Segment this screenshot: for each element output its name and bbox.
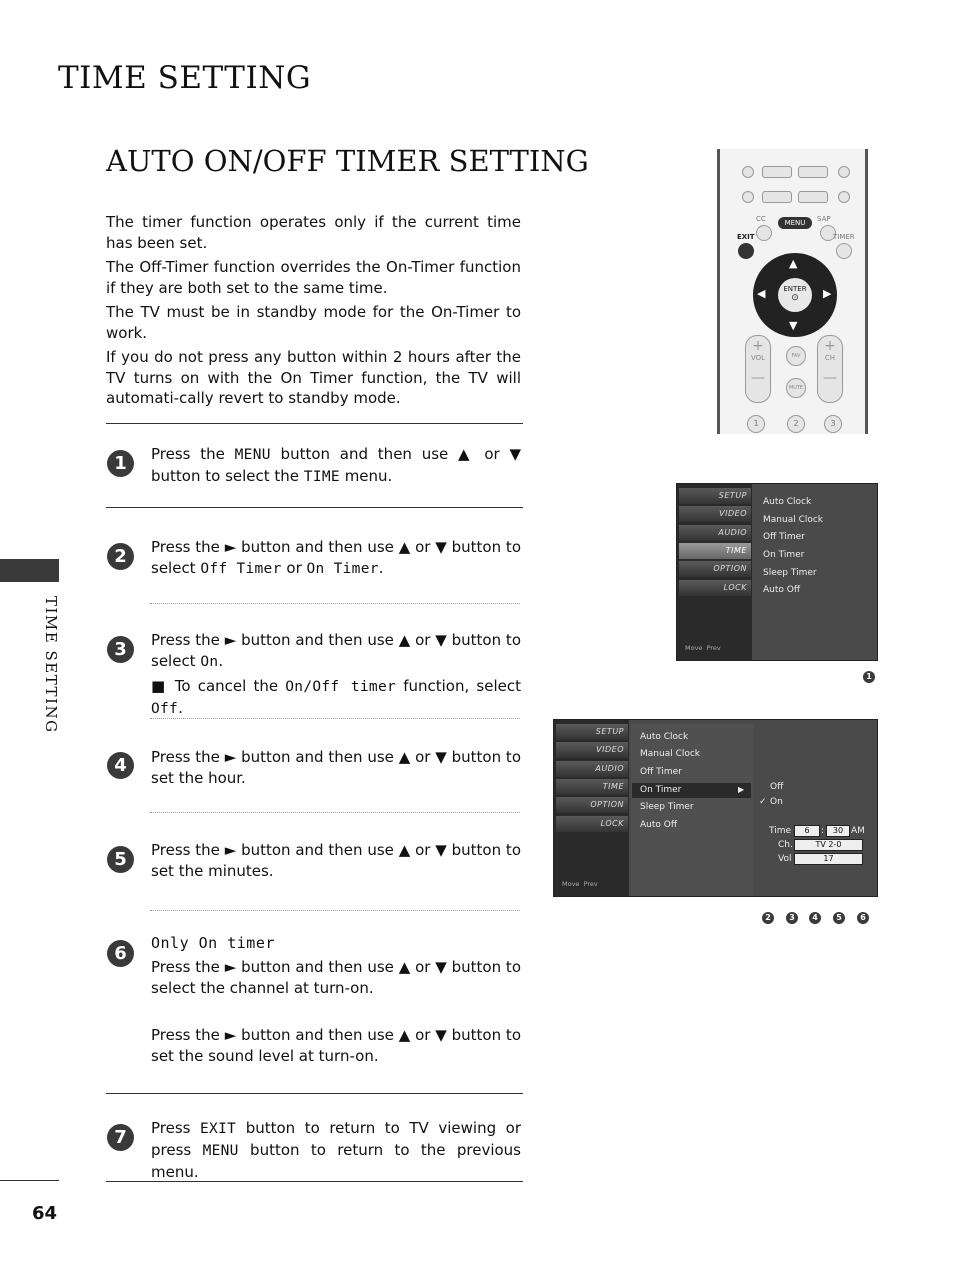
- step-1-text: [151, 444, 521, 488]
- left-arrow-icon: ◀: [757, 287, 766, 300]
- osd-tab-option: OPTION: [556, 797, 628, 813]
- step-number: 6: [107, 940, 134, 967]
- osd-tab-video: VIDEO: [679, 506, 751, 522]
- osd-item-off-timer: Off Timer: [763, 532, 805, 542]
- text: button to return to TV viewing or press: [151, 1119, 521, 1159]
- prev-hint: Prev: [706, 644, 721, 652]
- intro-paragraph: The timer function operates only if the current time has been set.: [106, 213, 521, 252]
- key-onoff-timer: On/Off timer: [285, 679, 397, 695]
- ampm-label: AM: [851, 826, 865, 836]
- mute-button: [786, 378, 806, 398]
- number-3-button: 3: [824, 415, 842, 433]
- osd-option-on: On: [770, 797, 783, 807]
- fast-forward-button: [798, 191, 828, 203]
- fav-label: FAV: [791, 353, 801, 359]
- step-2-text: [151, 537, 521, 580]
- osd-tab-lock: LOCK: [679, 580, 751, 596]
- osd-item-on-timer: On Timer: [640, 785, 682, 795]
- osd-item-sleep-timer: Sleep Timer: [763, 568, 817, 578]
- play-button: [762, 166, 792, 178]
- pause-button: [798, 166, 828, 178]
- text: .: [218, 652, 224, 670]
- fav-button: [786, 346, 806, 366]
- hour-field: 6: [794, 825, 820, 837]
- key-menu: MENU: [234, 447, 271, 463]
- number-1-button: 1: [747, 415, 765, 433]
- osd-tab-audio: AUDIO: [679, 525, 751, 541]
- menu-button: MENU: [778, 217, 812, 229]
- osd-option-off: Off: [770, 782, 784, 792]
- time-colon: :: [821, 826, 825, 836]
- sap-label: SAP: [817, 215, 831, 223]
- key-exit: EXIT: [200, 1121, 237, 1137]
- step-marker: 1: [863, 671, 875, 683]
- osd-hint: [685, 644, 721, 652]
- text: button to return to the previous menu.: [151, 1141, 521, 1181]
- channel-field: TV 2-0: [794, 839, 863, 851]
- record-button: [838, 166, 850, 178]
- step-number: 2: [107, 543, 134, 570]
- note-text: .: [178, 699, 183, 717]
- dotted-divider: [150, 603, 520, 604]
- section-title: AUTO ON/OFF TIMER SETTING: [106, 144, 589, 178]
- step-7-text: [151, 1118, 521, 1183]
- key-off-timer: Off Timer: [200, 561, 282, 577]
- osd-tab-setup: SETUP: [679, 488, 751, 504]
- osd-hint: [562, 880, 598, 888]
- vol-label: Vol: [778, 854, 792, 864]
- step-marker: 2: [762, 912, 774, 924]
- exit-button: [738, 243, 754, 259]
- page-title: TIME SETTING: [58, 60, 312, 96]
- step-number: 1: [107, 450, 134, 477]
- key-time: TIME: [303, 469, 340, 485]
- step-3-text: [151, 630, 521, 720]
- step-marker: 5: [833, 912, 845, 924]
- osd-tab-lock: LOCK: [556, 816, 628, 832]
- time-label: Time: [769, 826, 792, 836]
- move-hint: Move: [685, 644, 703, 652]
- note-text: ■ To cancel the: [151, 677, 286, 695]
- side-label: [36, 596, 60, 734]
- osd-menu-time: [676, 483, 878, 661]
- text: button and then use ▲ or ▼ button to select the: [151, 445, 521, 485]
- step-6-text: [151, 933, 521, 1067]
- enter-dot-icon: ⊙: [791, 293, 799, 303]
- side-label-text: TIME SETTING: [42, 596, 60, 734]
- enter-button: [778, 278, 812, 312]
- text: Press the ► button and then use ▲ or ▼ button to select: [151, 538, 521, 577]
- text: Press the ► button and then use ▲ or ▼ button to select: [151, 631, 521, 670]
- note-text: function, select: [396, 677, 521, 695]
- step-paragraph: Press the ► button and then use ▲ or ▼ button to select the channel at turn-on.: [151, 958, 521, 997]
- cc-button: [756, 225, 772, 241]
- osd-tab-video: VIDEO: [556, 742, 628, 758]
- osd-tab-audio: AUDIO: [556, 761, 628, 777]
- ch-label: Ch.: [778, 840, 793, 850]
- osd-tab-time: TIME: [556, 779, 628, 795]
- key-menu: MENU: [202, 1143, 239, 1159]
- timer-button: [836, 243, 852, 259]
- text: menu.: [339, 467, 393, 485]
- minus-icon: —: [823, 370, 837, 386]
- osd-item-auto-off: Auto Off: [763, 585, 801, 595]
- text: Press the: [151, 445, 235, 463]
- key-off: Off: [151, 701, 179, 717]
- intro-paragraph: If you do not press any button within 2 hours after the TV turns on with the On Timer function, the TV will automati-cally revert to standby mode.: [106, 348, 521, 407]
- text: Press: [151, 1119, 201, 1137]
- dotted-divider: [150, 718, 520, 719]
- plus-icon: +: [752, 338, 764, 354]
- mute-label: MUTE: [788, 385, 804, 391]
- step-number: 3: [107, 636, 134, 663]
- text: .: [378, 559, 384, 577]
- dotted-divider: [150, 812, 520, 813]
- rewind-button: [762, 191, 792, 203]
- dotted-divider: [150, 910, 520, 911]
- check-icon: ✓: [759, 797, 767, 807]
- osd-tab-time: TIME: [679, 543, 751, 559]
- text: or: [281, 559, 307, 577]
- step-marker: 6: [857, 912, 869, 924]
- intro-paragraph: The Off-Timer function overrides the On-Timer function if they are both set to the same time.: [106, 258, 521, 297]
- right-arrow-icon: ▶: [738, 785, 745, 794]
- osd-item-auto-clock: Auto Clock: [763, 497, 812, 507]
- osd-tab-column: [677, 484, 752, 660]
- divider: [106, 507, 523, 508]
- divider: [106, 1181, 523, 1182]
- osd-menu-on-timer: [553, 719, 878, 897]
- step-marker: 3: [786, 912, 798, 924]
- osd-item-auto-clock: Auto Clock: [640, 732, 689, 742]
- osd-tab-option: OPTION: [679, 561, 751, 577]
- step-number: 5: [107, 846, 134, 873]
- osd-item-on-timer: On Timer: [763, 550, 805, 560]
- navigation-ring: [753, 253, 837, 337]
- skip-back-button: [742, 191, 754, 203]
- osd-item-manual-clock: Manual Clock: [640, 749, 701, 759]
- minute-field: 30: [826, 825, 850, 837]
- osd-item-auto-off: Auto Off: [640, 820, 678, 830]
- timer-label: TIMER: [833, 233, 855, 241]
- skip-forward-button: [838, 191, 850, 203]
- divider: [106, 423, 523, 424]
- footer-rule: [0, 1180, 59, 1181]
- volume-rocker: [745, 335, 771, 403]
- ch-label: CH: [824, 354, 836, 362]
- minus-icon: —: [751, 370, 765, 386]
- step-heading: Only On timer: [151, 934, 275, 952]
- intro-paragraph: The TV must be in standby mode for the On-Timer to work.: [106, 303, 521, 342]
- down-arrow-icon: ▼: [789, 319, 798, 332]
- osd-item-sleep-timer: Sleep Timer: [640, 802, 694, 812]
- step-marker: 4: [809, 912, 821, 924]
- page-number: 64: [32, 1203, 58, 1224]
- remote-control: [717, 149, 868, 434]
- cc-label: CC: [756, 215, 766, 223]
- number-2-button: 2: [787, 415, 805, 433]
- key-on: On: [200, 654, 219, 670]
- step-number: 7: [107, 1124, 134, 1151]
- step-paragraph: Press the ► button and then use ▲ or ▼ button to set the sound level at turn-on.: [151, 1026, 521, 1065]
- move-hint: Move: [562, 880, 580, 888]
- stop-button: [742, 166, 754, 178]
- intro-text: [106, 212, 521, 413]
- channel-rocker: [817, 335, 843, 403]
- volume-field: 17: [794, 853, 863, 865]
- osd-item-off-timer: Off Timer: [640, 767, 682, 777]
- osd-item-manual-clock: Manual Clock: [763, 515, 824, 525]
- osd-tab-setup: SETUP: [556, 724, 628, 740]
- step-5-text: Press the ► button and then use ▲ or ▼ button to set the minutes.: [151, 841, 521, 880]
- right-arrow-icon: ▶: [823, 287, 832, 300]
- divider: [106, 1093, 523, 1094]
- key-on-timer: On Timer: [306, 561, 379, 577]
- step-4-text: Press the ► button and then use ▲ or ▼ button to set the hour.: [151, 748, 521, 787]
- osd-tab-column: [554, 720, 629, 896]
- vol-label: VOL: [750, 354, 766, 362]
- exit-label: EXIT: [737, 233, 755, 241]
- plus-icon: +: [824, 338, 836, 354]
- step-number: 4: [107, 752, 134, 779]
- up-arrow-icon: ▲: [789, 257, 798, 270]
- enter-label: ENTER: [783, 285, 807, 293]
- side-tab: [0, 559, 59, 582]
- prev-hint: Prev: [583, 880, 598, 888]
